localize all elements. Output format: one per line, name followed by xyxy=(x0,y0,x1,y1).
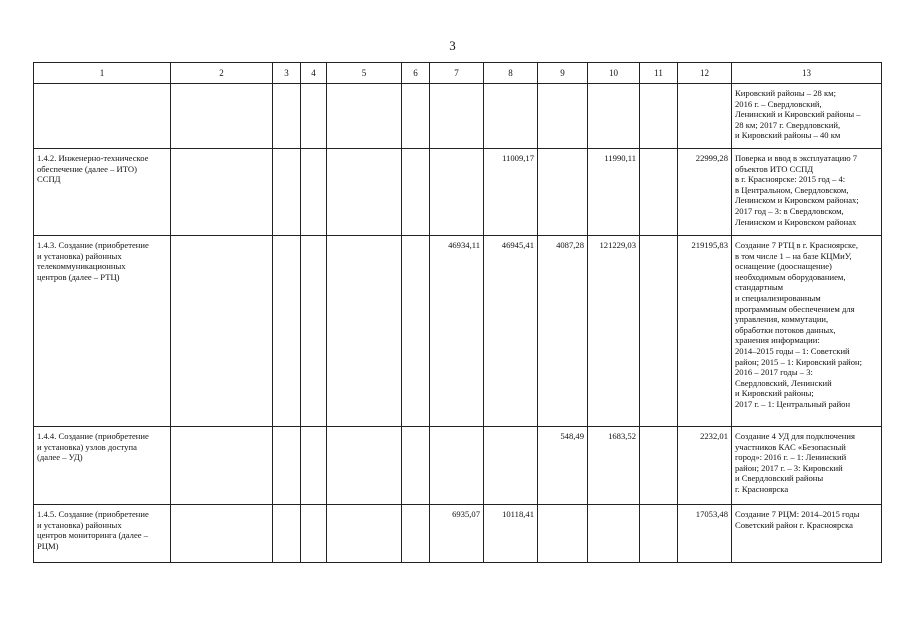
column-header: 9 xyxy=(538,63,588,84)
empty-cell xyxy=(171,427,273,505)
empty-cell xyxy=(327,149,402,236)
column-header: 4 xyxy=(301,63,327,84)
empty-cell xyxy=(301,149,327,236)
value-col-12: 22999,28 xyxy=(678,149,732,236)
table-row xyxy=(34,427,882,505)
value-col-7: 46934,11 xyxy=(430,236,484,427)
empty-cell xyxy=(640,236,678,427)
empty-cell xyxy=(640,427,678,505)
value-col-9: 548,49 xyxy=(538,427,588,505)
empty-cell xyxy=(171,149,273,236)
empty-cell xyxy=(301,427,327,505)
value-col-8: 46945,41 xyxy=(484,236,538,427)
value-col-9 xyxy=(538,84,588,149)
empty-cell xyxy=(301,505,327,563)
value-col-10 xyxy=(588,505,640,563)
value-col-9: 4087,28 xyxy=(538,236,588,427)
item-description: Кировский районы – 28 км; 2016 г. – Свердловский, Ленинский и Кировский районы – 28 км; 2017 г. Свердловский, и Кировский районы – 40 км xyxy=(732,84,882,149)
column-header: 12 xyxy=(678,63,732,84)
value-col-7 xyxy=(430,84,484,149)
column-header: 1 xyxy=(34,63,171,84)
table-row xyxy=(34,505,882,563)
empty-cell xyxy=(402,84,430,149)
value-col-10: 121229,03 xyxy=(588,236,640,427)
empty-cell xyxy=(640,84,678,149)
item-description: Создание 7 РЦМ: 2014–2015 годы Советский район г. Красноярска xyxy=(732,505,882,563)
table-row xyxy=(34,236,882,427)
value-col-10: 11990,11 xyxy=(588,149,640,236)
item-description: Поверка и ввод в эксплуатацию 7 объектов ИТО ССПД в г. Красноярске: 2015 год – 4: в Центральном, Свердловском, Ленинском и Кировском районах; 2017 год – 3: в Свердловском, Ленинском и Кировском районах xyxy=(732,149,882,236)
empty-cell xyxy=(273,505,301,563)
column-header: 3 xyxy=(273,63,301,84)
empty-cell xyxy=(301,236,327,427)
table-row xyxy=(34,84,882,149)
empty-cell xyxy=(171,84,273,149)
value-col-8: 11009,17 xyxy=(484,149,538,236)
item-name: 1.4.3. Создание (приобретение и установка) районных телекоммуникационных центров (далее – РТЦ) xyxy=(34,236,171,427)
empty-cell xyxy=(171,505,273,563)
empty-cell xyxy=(327,84,402,149)
program-table xyxy=(33,62,882,563)
empty-cell xyxy=(327,427,402,505)
value-col-8: 10118,41 xyxy=(484,505,538,563)
empty-cell xyxy=(301,84,327,149)
value-col-7: 6935,07 xyxy=(430,505,484,563)
empty-cell xyxy=(327,505,402,563)
column-header: 13 xyxy=(732,63,882,84)
value-col-7 xyxy=(430,149,484,236)
column-header: 8 xyxy=(484,63,538,84)
value-col-12: 219195,83 xyxy=(678,236,732,427)
column-header: 6 xyxy=(402,63,430,84)
column-header: 10 xyxy=(588,63,640,84)
empty-cell xyxy=(273,84,301,149)
value-col-7 xyxy=(430,427,484,505)
column-number-row xyxy=(34,63,882,84)
value-col-12: 17053,48 xyxy=(678,505,732,563)
value-col-10: 1683,52 xyxy=(588,427,640,505)
item-description: Создание 7 РТЦ в г. Красноярске, в том числе 1 – на базе КЦМиУ, оснащение (дооснащение) необходимым оборудованием, стандартным и специализированным программным обеспечением для управления, коммутации, обработки потоков данных, хранения информации: 2014–2015 годы – 1: Советский район; 2015 – 1: Кировский район; 2016 – 2017 годы – 3: Свердловский, Ленинский и Кировский районы; 2017 г. – 1: Центральный район xyxy=(732,236,882,427)
empty-cell xyxy=(402,505,430,563)
item-description: Создание 4 УД для подключения участников КАС «Безопасный город»: 2016 г. – 1: Ленинский район; 2017 г. – 3: Кировский и Свердловский районы г. Красноярска xyxy=(732,427,882,505)
value-col-8 xyxy=(484,427,538,505)
empty-cell xyxy=(273,149,301,236)
value-col-10 xyxy=(588,84,640,149)
empty-cell xyxy=(402,236,430,427)
empty-cell xyxy=(402,427,430,505)
value-col-8 xyxy=(484,84,538,149)
column-header: 2 xyxy=(171,63,273,84)
empty-cell xyxy=(402,149,430,236)
item-name xyxy=(34,84,171,149)
empty-cell xyxy=(171,236,273,427)
empty-cell xyxy=(640,505,678,563)
item-name: 1.4.5. Создание (приобретение и установка) районных центров мониторинга (далее – РЦМ) xyxy=(34,505,171,563)
empty-cell xyxy=(640,149,678,236)
empty-cell xyxy=(327,236,402,427)
value-col-12: 2232,01 xyxy=(678,427,732,505)
value-col-9 xyxy=(538,149,588,236)
column-header: 11 xyxy=(640,63,678,84)
value-col-12 xyxy=(678,84,732,149)
column-header: 5 xyxy=(327,63,402,84)
page-number: 3 xyxy=(449,38,456,53)
column-header: 7 xyxy=(430,63,484,84)
item-name: 1.4.4. Создание (приобретение и установка) узлов доступа (далее – УД) xyxy=(34,427,171,505)
empty-cell xyxy=(273,427,301,505)
table-row xyxy=(34,149,882,236)
item-name: 1.4.2. Инженерно-техническое обеспечение (далее – ИТО) ССПД xyxy=(34,149,171,236)
value-col-9 xyxy=(538,505,588,563)
empty-cell xyxy=(273,236,301,427)
